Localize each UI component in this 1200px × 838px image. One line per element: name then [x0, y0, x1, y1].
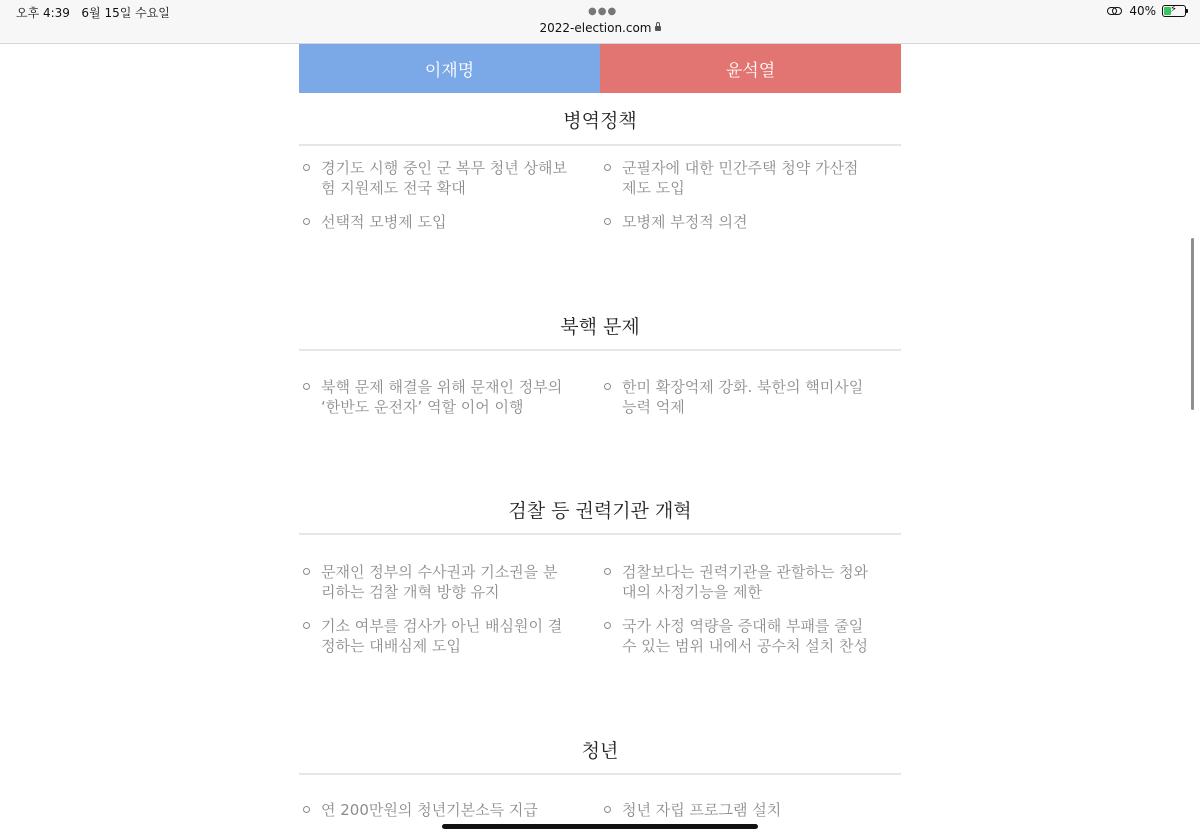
bullet-icon: [604, 806, 611, 813]
list-item: 한미 확장억제 강화. 북한의 핵미사일 능력 억제: [601, 377, 871, 417]
divider: [299, 144, 901, 146]
link-icon: [1107, 6, 1123, 16]
more-dots-icon[interactable]: ●●●: [588, 6, 618, 17]
home-indicator[interactable]: [442, 824, 758, 829]
list-item: 검찰보다는 권력기관을 관할하는 청와대의 사정기능을 제한: [601, 562, 871, 602]
section-title-prosecution: 검찰 등 권력기관 개혁: [508, 500, 692, 522]
status-bar: [0, 0, 1200, 44]
divider: [299, 773, 901, 775]
list-item: 북핵 문제 해결을 위해 문재인 정부의 ‘한반도 운전자’ 역할 이어 이행: [300, 377, 570, 417]
section-title-military: 병역정책: [563, 110, 637, 132]
status-right: [1107, 4, 1186, 18]
candidate-yoon-label: 윤석열: [725, 61, 776, 81]
divider: [299, 349, 901, 351]
battery-icon: ⚡: [1162, 5, 1186, 17]
bullet-icon: [604, 164, 611, 171]
candidate-lee[interactable]: [299, 44, 600, 93]
bullet-icon: [604, 218, 611, 225]
bullet-icon: [604, 383, 611, 390]
status-date: 6월 15일 수요일: [81, 6, 170, 20]
candidate-lee-label: 이재명: [424, 61, 475, 81]
bullet-icon: [604, 622, 611, 629]
list-item: 선택적 모병제 도입: [300, 212, 570, 232]
list-item: 청년 자립 프로그램 설치: [601, 800, 871, 820]
list-item: 국가 사정 역량을 증대해 부패를 줄일 수 있는 범위 내에서 공수처 설치 찬성: [601, 616, 871, 656]
bullet-icon: [303, 806, 310, 813]
list-item: 경기도 시행 중인 군 복무 청년 상해보험 지원제도 전국 확대: [300, 158, 570, 198]
lock-icon: [655, 26, 661, 31]
candidate-header: [299, 44, 901, 93]
list-item: 문재인 정부의 수사권과 기소권을 분리하는 검찰 개혁 방향 유지: [300, 562, 570, 602]
address-bar[interactable]: [0, 21, 1200, 35]
list-item: 군필자에 대한 민간주택 청약 가산점 제도 도입: [601, 158, 871, 198]
bullet-icon: [303, 622, 310, 629]
battery-percent: 40%: [1129, 4, 1156, 18]
candidate-yoon[interactable]: [600, 44, 901, 93]
section-title-youth: 청년: [581, 740, 619, 762]
divider: [299, 533, 901, 535]
bullet-icon: [303, 218, 310, 225]
list-item: 연 200만원의 청년기본소득 지급: [300, 800, 570, 820]
bullet-icon: [303, 568, 310, 575]
url-text: 2022-election.com: [539, 21, 652, 35]
section-title-nuclear: 북핵 문제: [560, 316, 640, 338]
status-time: 오후 4:39: [16, 6, 70, 20]
list-item: 기소 여부를 검사가 아닌 배심원이 결정하는 대배심제 도입: [300, 616, 570, 656]
bullet-icon: [303, 164, 310, 171]
bullet-icon: [303, 383, 310, 390]
list-item: 모병제 부정적 의견: [601, 212, 871, 232]
bullet-icon: [604, 568, 611, 575]
vertical-scrollbar[interactable]: [1191, 238, 1194, 410]
status-time-date: [16, 4, 170, 21]
